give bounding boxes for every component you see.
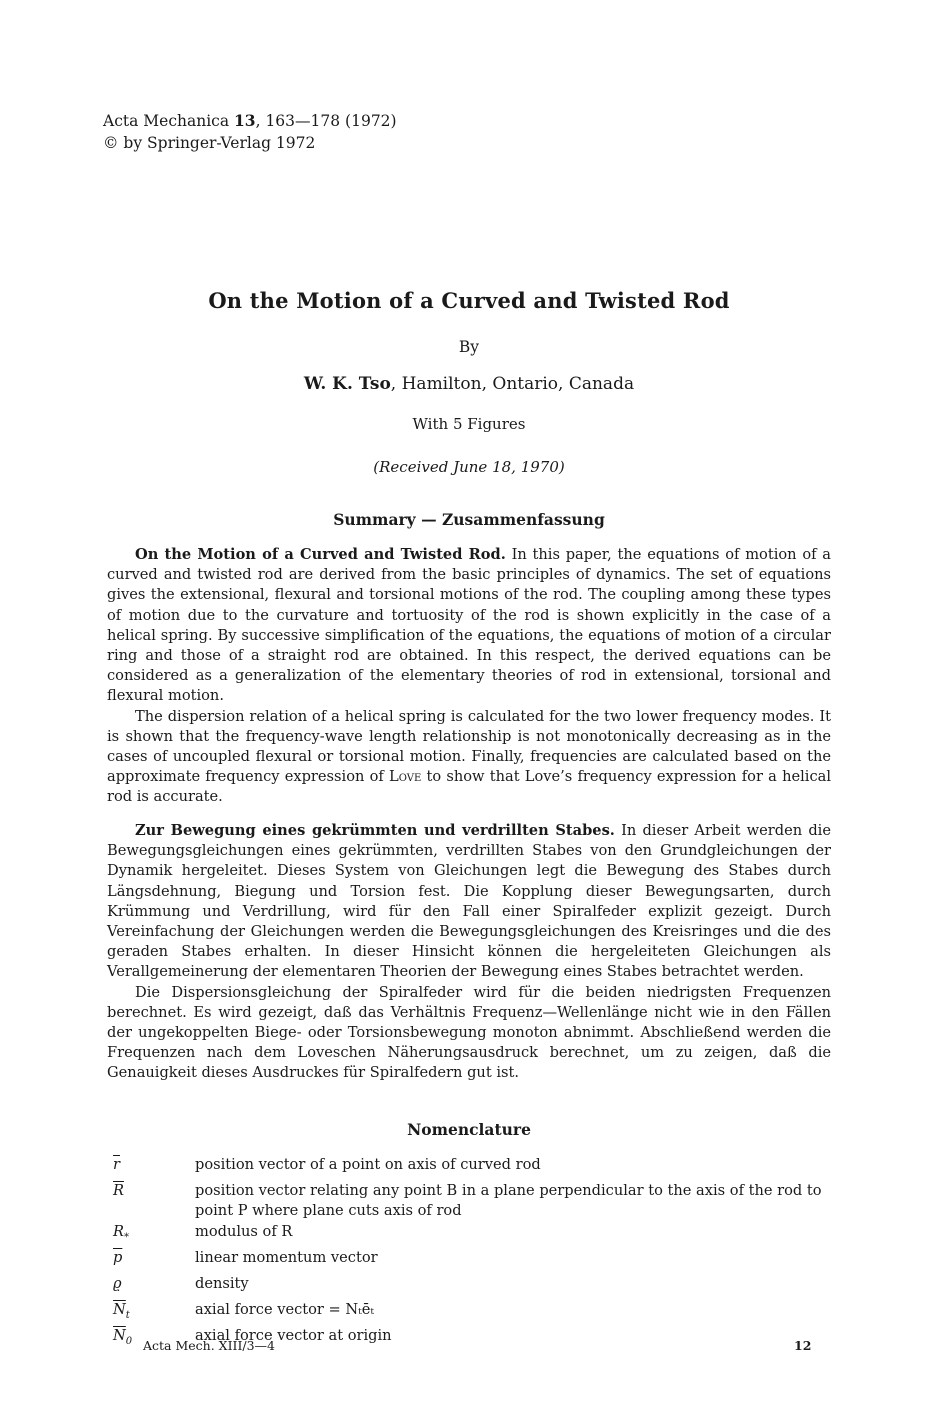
figures-note: With 5 Figures bbox=[412, 415, 526, 433]
abstract-de-paragraph-1: Zur Bewegung eines gekrümmten und verdrillten Stabes. In dieser Arbeit werden die Bewegungsgleichungen eines gekrümmten, verdrillten Stabes von den Grundgleichungen der Dynamik hergeleitet. Dieses System von Gleichungen legt die Bewegung des Stabes durch Längsdehnung, Biegung und Torsion fest. Die Kopplung dieser Bewegungsarten, durch Krümmung und Verdrillung, wird für den Fall einer Spiralfeder explizit gezeigt. Durch Vereinfachung der Gleichungen werden die Bewegungsgleichungen des Kreisringes und die des geraden Stabes erhalten. In dieser Hinsicht können die hergeleiteten Gleichungen als Verallgemeinerung der elementaren Theorien der Bewegung eines Stabes betrachtet werden. bbox=[107, 822, 831, 981]
nomenclature-item bbox=[113, 1222, 838, 1248]
paper-title: On the Motion of a Curved and Twisted Rod bbox=[208, 288, 730, 313]
nomenclature-list bbox=[113, 1155, 838, 1352]
summary-heading: Summary — Zusammenfassung bbox=[333, 510, 605, 529]
abstract-english bbox=[107, 545, 831, 808]
nomenclature-description: position vector of a point on axis of curved rod bbox=[195, 1156, 541, 1173]
nomenclature-symbol: $\overline{p}$ bbox=[113, 1248, 123, 1266]
footer-journal: Acta Mech. XIII/3—4 bbox=[143, 1338, 276, 1353]
nomenclature-symbol: $\overline{R}$ bbox=[113, 1182, 124, 1200]
nomenclature-symbol: $\overline{r}$ bbox=[113, 1156, 120, 1173]
nomenclature-symbol: $\overline{N}_0$ bbox=[113, 1326, 133, 1347]
nomenclature-item bbox=[113, 1181, 838, 1221]
nomenclature-item bbox=[113, 1248, 838, 1274]
journal-citation: Acta Mechanica 13, 163—178 (1972) bbox=[103, 111, 397, 130]
author-name: W. K. Tso bbox=[303, 374, 391, 394]
author-affiliation: , Hamilton, Ontario, Canada bbox=[390, 374, 635, 394]
by-line: By bbox=[458, 338, 480, 356]
journal-volume: 13 bbox=[234, 111, 256, 130]
abstract-en-lead: On the Motion of a Curved and Twisted Rod. bbox=[135, 546, 506, 563]
nomenclature-item bbox=[113, 1300, 838, 1326]
author-line bbox=[0, 374, 938, 394]
nomenclature-item bbox=[113, 1155, 838, 1181]
journal-header bbox=[103, 110, 397, 154]
nomenclature-symbol: $\overline{N}_t$ bbox=[113, 1300, 130, 1321]
abstract-en-paragraph-1: On the Motion of a Curved and Twisted Rod. In this paper, the equations of motion of a curved and twisted rod are derived from the basic principles of dynamics. The set of equations gives the extensional, flexural and torsional motions of the rod. The coupling among these types of motion due to the curvature and tortuosity of the rod is shown explicitly in the case of a helical spring. By successive simplification of the equations, the equations of motion of a circular ring and those of a straight rod are obtained. In this respect, the derived equations can be considered as a generalization of the elementary theories of rod in extensional, torsional and flexural motion. bbox=[107, 546, 831, 705]
footer-signature-number: 12 bbox=[794, 1338, 812, 1353]
abstract-de-paragraph-2: Die Dispersionsgleichung der Spiralfeder wird für die beiden niedrigsten Frequenzen berechnet. Es wird gezeigt, daß das Verhältnis Frequenz—Wellenlänge nicht wie in den Fällen der ungekoppelten Biege- oder Torsionsbewegung monoton abnimmt. Abschließend werden die Frequenzen nach dem Loveschen Näherungsausdruck berechnet, um zu zeigen, daß die Genauigkeit dieses Ausdruckes für Spiralfedern gut ist. bbox=[107, 983, 831, 1082]
nomenclature-symbol: $R_*$ bbox=[113, 1222, 129, 1243]
abstract-german bbox=[107, 821, 831, 1084]
received-date: (Received June 18, 1970) bbox=[373, 458, 565, 476]
nomenclature-description: density bbox=[195, 1274, 249, 1292]
abstract-en-paragraph-2: The dispersion relation of a helical spring is calculated for the two lower frequency modes. It is shown that the frequency-wave length relationship is not monotonically decreasing as in the cases of uncoupled flexural or torsional motion. Finally, frequencies are calculated based on the approximate frequency expression of Love to show that Love’s frequency expression for a helical rod is accurate. bbox=[107, 707, 831, 806]
nomenclature-description: axial force vector at origin bbox=[195, 1326, 392, 1344]
nomenclature-heading: Nomenclature bbox=[407, 1120, 531, 1139]
nomenclature-description: linear momentum vector bbox=[195, 1248, 378, 1266]
nomenclature-item bbox=[113, 1274, 838, 1300]
copyright-line: © by Springer-Verlag 1972 bbox=[103, 134, 316, 152]
author-name-love: Love bbox=[389, 768, 422, 786]
abstract-de-lead: Zur Bewegung eines gekrümmten und verdrillten Stabes. bbox=[135, 822, 615, 839]
nomenclature-description: axial force vector = Nₜēₜ bbox=[195, 1300, 375, 1318]
nomenclature-description: modulus of R bbox=[195, 1222, 293, 1240]
nomenclature-symbol: ϱ bbox=[113, 1274, 122, 1292]
nomenclature-description: position vector relating any point B in a plane perpendicular to the axis of the rod to point P where plane cuts axis of rod bbox=[195, 1182, 822, 1220]
